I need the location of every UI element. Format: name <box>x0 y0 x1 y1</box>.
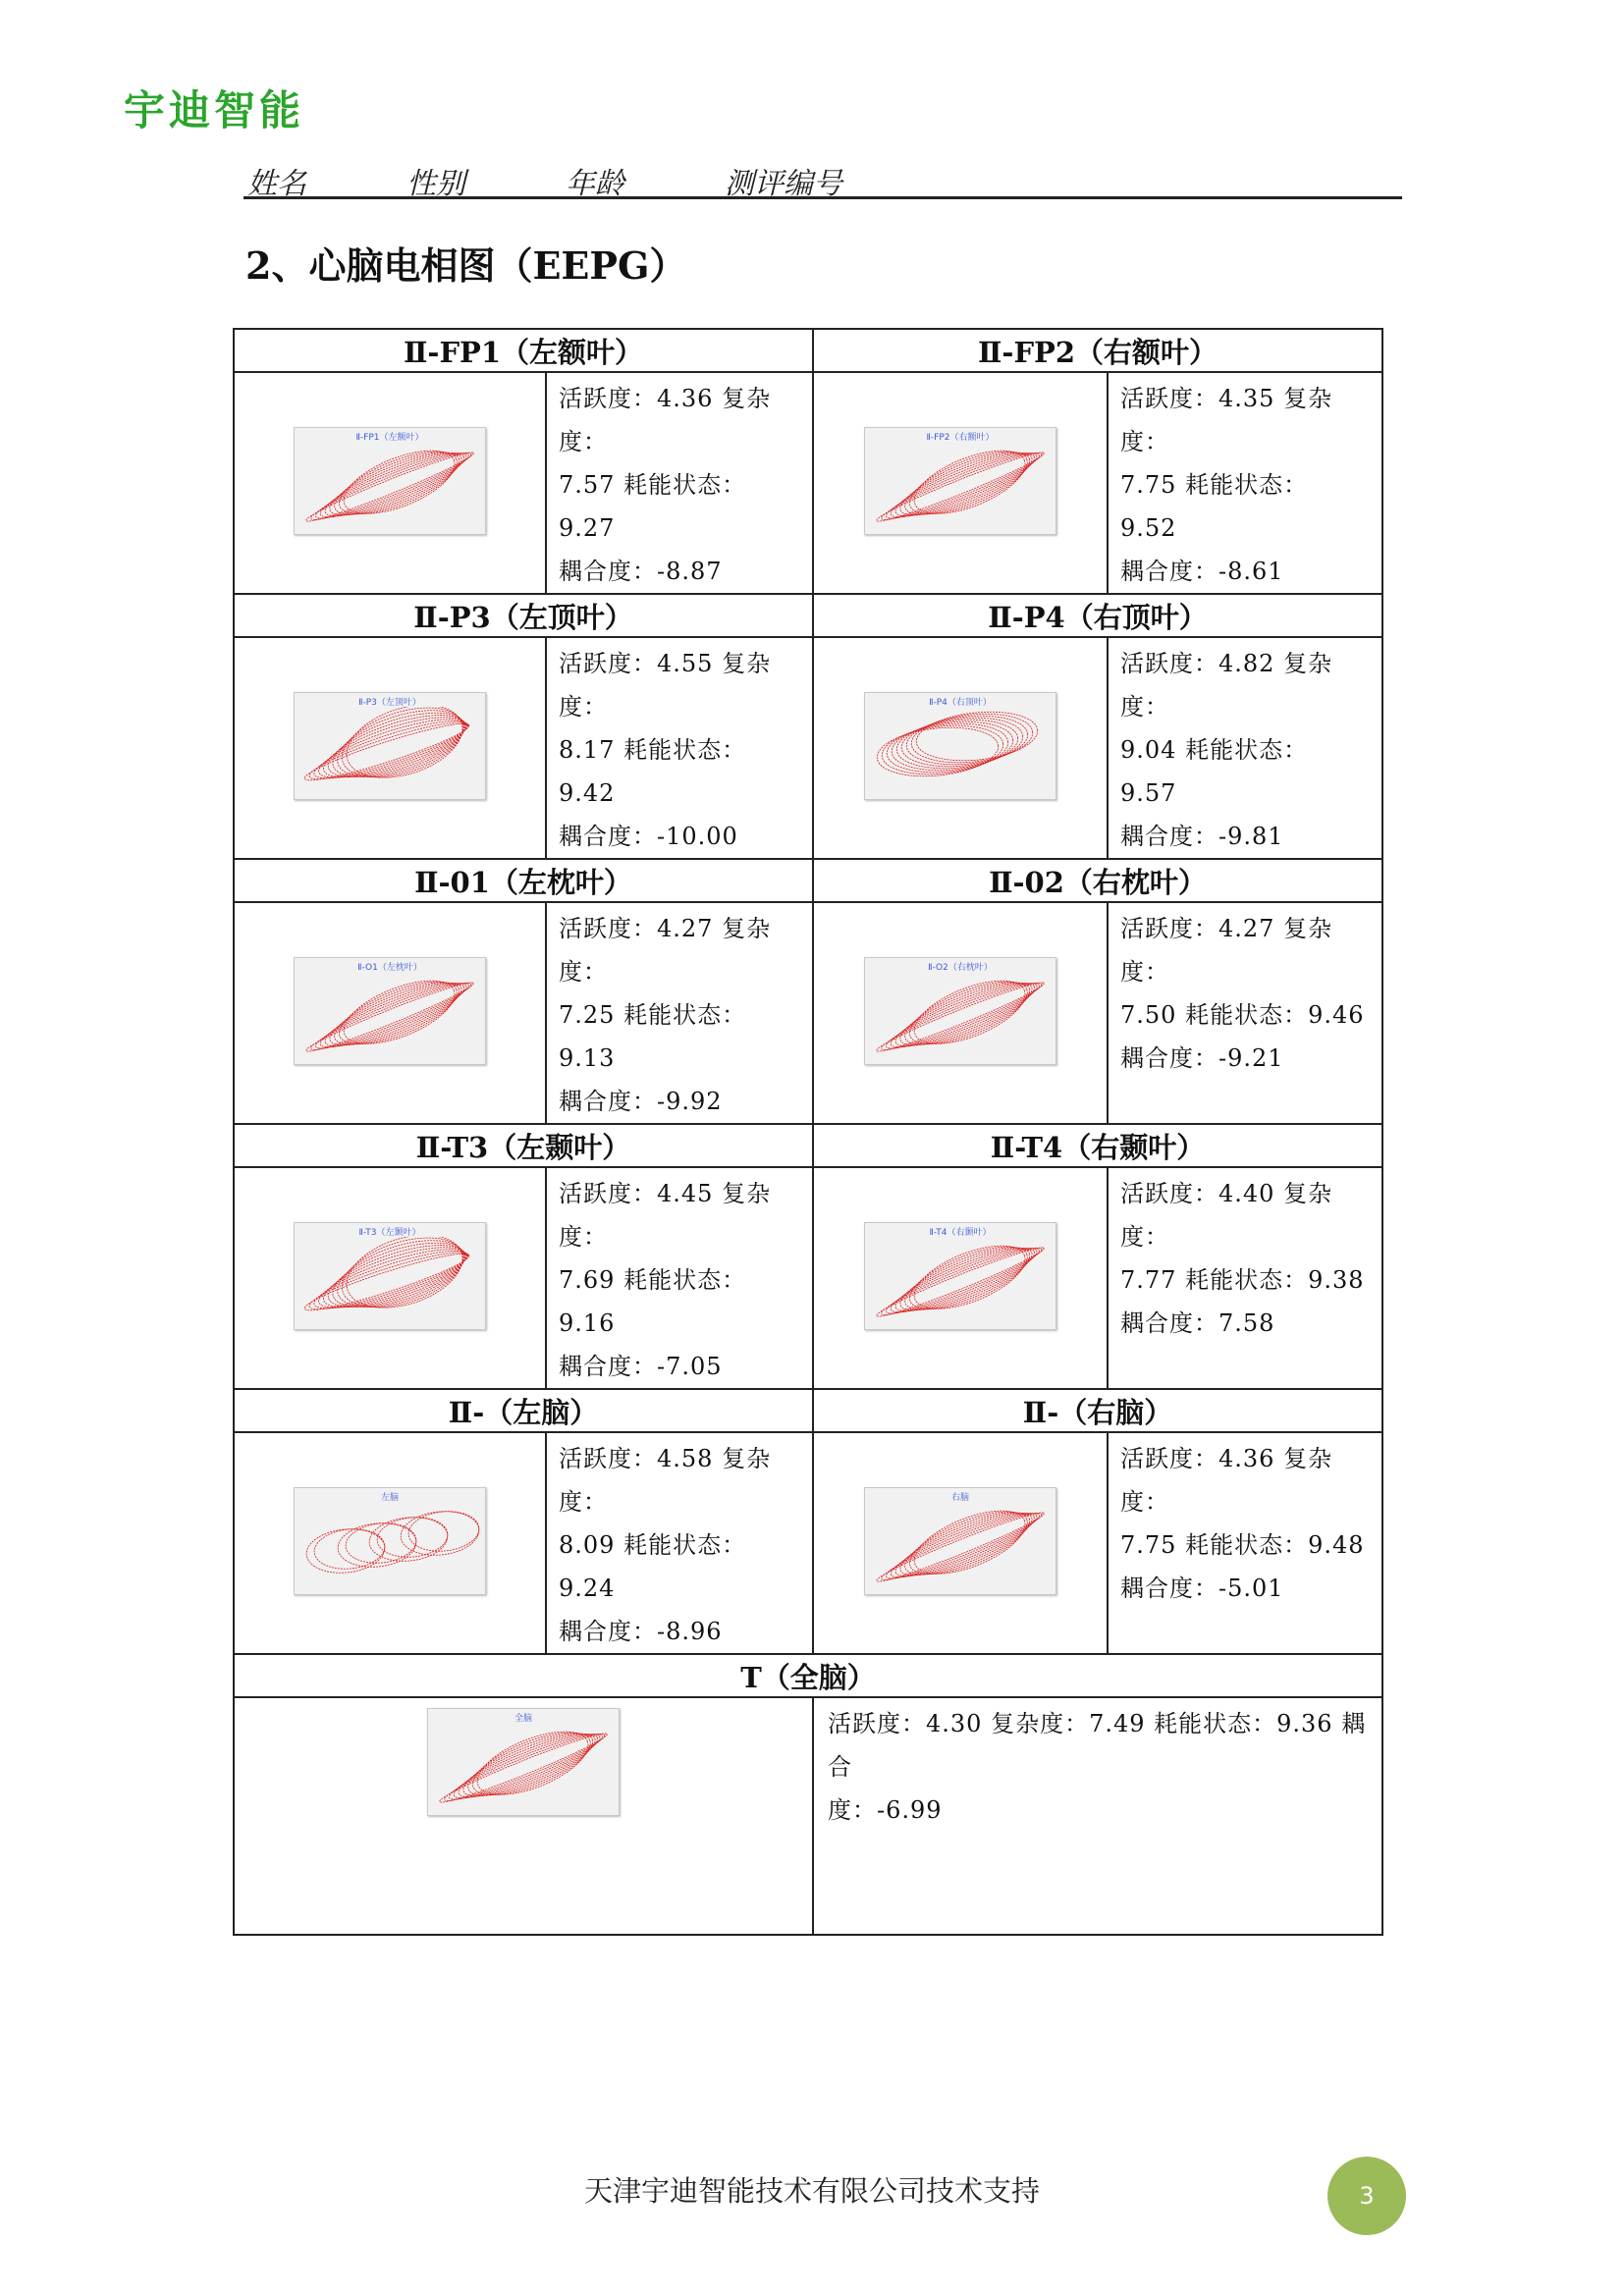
plot-title: Ⅱ-O2（右枕叶） <box>928 963 993 973</box>
metrics-cell <box>1108 1432 1382 1654</box>
metrics-cell <box>1108 1167 1382 1389</box>
trace-loop <box>319 972 469 1056</box>
patient-info-row <box>244 157 1402 199</box>
phase-plot-image <box>864 957 1056 1065</box>
metric-line: 活跃度：4.55 复杂度： <box>559 650 772 721</box>
channel-title: Ⅱ-P3（左顶叶） <box>234 594 813 637</box>
table-row <box>234 1697 1382 1935</box>
plot-title: Ⅱ-O1（左枕叶） <box>357 963 422 973</box>
metrics-cell <box>546 1167 813 1389</box>
trace-loop <box>334 1237 472 1320</box>
trace-loop <box>334 707 472 790</box>
trace-loop <box>894 715 1020 774</box>
phase-trace-graphic <box>869 972 1052 1060</box>
channel-title: T（全脑） <box>234 1654 1382 1697</box>
metric-line: 活跃度：4.58 复杂度： <box>559 1445 772 1516</box>
phase-trace-graphic <box>298 972 481 1060</box>
plot-cell <box>234 1697 813 1935</box>
metric-line: 8.09 耗能状态：9.24 <box>559 1531 747 1602</box>
phase-trace-graphic <box>869 1502 1052 1590</box>
channel-title: Ⅱ-T4（右颞叶） <box>813 1124 1382 1167</box>
metric-line: 耦合度：-7.05 <box>559 1353 723 1380</box>
plot-cell <box>234 1432 546 1654</box>
table-row <box>234 1654 1382 1697</box>
trace-loop <box>902 972 1035 1057</box>
metrics-cell <box>1108 902 1382 1124</box>
trace-loop <box>875 722 1001 782</box>
trace-loop <box>902 1502 1035 1587</box>
trace-loop <box>902 1237 1035 1322</box>
metrics-cell <box>546 902 813 1124</box>
metric-line: 度：-6.99 <box>828 1796 943 1824</box>
plot-cell <box>234 902 546 1124</box>
trace-loop <box>315 444 471 527</box>
metric-line: 7.69 耗能状态：9.16 <box>559 1266 747 1337</box>
metric-line: 7.75 耗能状态：9.48 <box>1120 1531 1365 1559</box>
trace-loop <box>465 1723 598 1808</box>
plot-title: Ⅱ-T4（右颞叶） <box>929 1228 992 1238</box>
company-logo: 宇迪智能 <box>124 86 305 134</box>
metric-line: 活跃度：4.35 复杂度： <box>1120 385 1333 455</box>
page-number-badge: 3 <box>1327 2157 1406 2235</box>
phase-plot-image <box>427 1708 620 1816</box>
phase-plot-image <box>294 427 486 535</box>
phase-plot-image <box>864 1487 1056 1595</box>
metrics-cell <box>546 637 813 859</box>
metric-line: 活跃度：4.82 复杂度： <box>1120 650 1333 721</box>
plot-cell <box>813 1432 1108 1654</box>
metric-line: 耦合度：-5.01 <box>1120 1575 1284 1602</box>
metric-line: 9.04 耗能状态： 9.57 <box>1120 736 1309 807</box>
table-row <box>234 594 1382 637</box>
phase-plot-image <box>864 692 1056 800</box>
channel-title: Ⅱ-P4（右顶叶） <box>813 594 1382 637</box>
section-title: 2、心脑电相图（EEPG） <box>245 243 687 288</box>
metric-line: 耦合度：-8.87 <box>559 558 723 585</box>
metric-line: 7.77 耗能状态：9.38 <box>1120 1266 1365 1294</box>
metric-line: 耦合度：-8.61 <box>1120 558 1284 585</box>
phase-trace-graphic <box>869 1237 1052 1325</box>
table-row <box>234 329 1382 372</box>
gender-field-label: 性别 <box>406 167 465 201</box>
phase-trace-graphic <box>298 442 481 530</box>
channel-title: Ⅱ-（右脑） <box>813 1389 1382 1432</box>
plot-cell <box>234 1167 546 1389</box>
phase-plot-image <box>864 427 1056 535</box>
channel-title: Ⅱ-FP2（右额叶） <box>813 329 1382 372</box>
trace-loop <box>886 1239 1042 1322</box>
trace-loop <box>315 974 471 1057</box>
plot-cell <box>813 372 1108 594</box>
metric-line: 活跃度：4.27 复杂度： <box>1120 915 1333 986</box>
phase-trace-graphic <box>298 1237 481 1325</box>
metric-line: 耦合度：-10.00 <box>559 823 738 850</box>
phase-trace-graphic <box>869 442 1052 530</box>
metric-line: 耦合度：-9.21 <box>1120 1044 1284 1072</box>
metric-line: 活跃度：4.27 复杂度： <box>559 915 772 986</box>
plot-title: Ⅱ-T3（左颞叶） <box>358 1228 421 1238</box>
table-row <box>234 902 1382 1124</box>
eepg-table <box>233 328 1383 1936</box>
metrics-cell <box>546 1432 813 1654</box>
plot-title: Ⅱ-P4（右顶叶） <box>929 698 992 708</box>
channel-title: Ⅱ-02（右枕叶） <box>813 859 1382 902</box>
footer-text: 天津宇迪智能技术有限公司技术支持 <box>583 2174 1040 2208</box>
plot-cell <box>234 637 546 859</box>
phase-plot-image <box>864 1222 1056 1330</box>
test-id-field-label: 测评编号 <box>725 167 842 201</box>
phase-plot-image <box>294 1222 486 1330</box>
channel-title: Ⅱ-FP1（左额叶） <box>234 329 813 372</box>
plot-cell <box>813 902 1108 1124</box>
trace-loop <box>449 1725 605 1808</box>
metric-line: 活跃度：4.40 复杂度： <box>1120 1180 1333 1251</box>
metric-line: 活跃度：4.36 复杂度： <box>1120 1445 1333 1516</box>
metric-line: 耦合度：-8.96 <box>559 1618 723 1645</box>
channel-title: Ⅱ-T3（左颞叶） <box>234 1124 813 1167</box>
metric-line: 活跃度：4.45 复杂度： <box>559 1180 772 1251</box>
trace-loop <box>890 1237 1040 1321</box>
metric-line: 7.57 耗能状态：9.27 <box>559 471 747 542</box>
trace-loop <box>332 442 464 527</box>
channel-title: Ⅱ-01（左枕叶） <box>234 859 813 902</box>
trace-loop <box>319 442 469 526</box>
metric-line: 耦合度：-9.92 <box>559 1088 723 1115</box>
metric-line: 7.25 耗能状态：9.13 <box>559 1001 747 1072</box>
age-field-label: 年龄 <box>566 167 624 201</box>
metric-line: 活跃度：4.36 复杂度： <box>559 385 772 455</box>
trace-loop <box>890 1502 1040 1586</box>
trace-loop <box>886 1504 1042 1587</box>
plot-title: Ⅱ-FP1（左额叶） <box>355 433 424 443</box>
channel-title: Ⅱ-（左脑） <box>234 1389 813 1432</box>
table-row <box>234 859 1382 902</box>
table-row <box>234 637 1382 859</box>
phase-plot-image <box>294 692 486 800</box>
trace-loop <box>375 1514 450 1560</box>
name-field-label: 姓名 <box>247 167 306 201</box>
plot-cell <box>813 1167 1108 1389</box>
trace-loop <box>902 442 1035 527</box>
trace-loop <box>885 719 1010 778</box>
table-row <box>234 372 1382 594</box>
trace-loop <box>904 711 1030 771</box>
plot-title: Ⅱ-P3（左顶叶） <box>358 698 421 708</box>
phase-plot-image <box>294 957 486 1065</box>
plot-title: 全脑 <box>514 1714 532 1724</box>
metric-line: 耦合度：7.58 <box>1120 1309 1275 1337</box>
trace-loop <box>909 709 1035 769</box>
metric-line: 7.50 耗能状态：9.46 <box>1120 1001 1365 1029</box>
trace-loop <box>880 721 1005 780</box>
phase-trace-graphic <box>298 1502 481 1590</box>
trace-loop <box>914 707 1040 766</box>
metric-line: 耦合度：-9.81 <box>1120 823 1284 850</box>
trace-loop <box>890 972 1040 1056</box>
trace-loop <box>332 972 464 1057</box>
table-row <box>234 1432 1382 1654</box>
metrics-cell <box>1108 372 1382 594</box>
metric-line: 8.17 耗能状态：9.42 <box>559 736 747 807</box>
table-row <box>234 1124 1382 1167</box>
trace-loop <box>453 1723 603 1807</box>
trace-loop <box>886 444 1042 527</box>
table-row <box>234 1167 1382 1389</box>
plot-title: 左脑 <box>380 1493 399 1503</box>
metric-line: 7.75 耗能状态： 9.52 <box>1120 471 1309 542</box>
trace-loop <box>886 974 1042 1057</box>
trace-loop <box>312 1525 387 1572</box>
trace-loop <box>899 713 1025 773</box>
phase-trace-graphic <box>432 1723 615 1811</box>
metrics-cell <box>1108 637 1382 859</box>
plot-title: 右脑 <box>950 1493 969 1503</box>
trace-loop <box>890 442 1040 526</box>
metric-line: 活跃度：4.30 复杂度：7.49 耗能状态：9.36 耦合 <box>828 1710 1367 1781</box>
trace-loop <box>406 1508 481 1554</box>
plot-title: Ⅱ-FP2（右额叶） <box>926 433 995 443</box>
plot-cell <box>234 372 546 594</box>
metrics-cell <box>546 372 813 594</box>
plot-cell <box>813 637 1108 859</box>
trace-loop <box>890 717 1015 776</box>
metrics-cell <box>813 1697 1382 1935</box>
table-row <box>234 1389 1382 1432</box>
phase-trace-graphic <box>869 707 1052 795</box>
phase-trace-graphic <box>298 707 481 795</box>
trace-loop <box>344 1520 418 1566</box>
phase-plot-image <box>294 1487 486 1595</box>
